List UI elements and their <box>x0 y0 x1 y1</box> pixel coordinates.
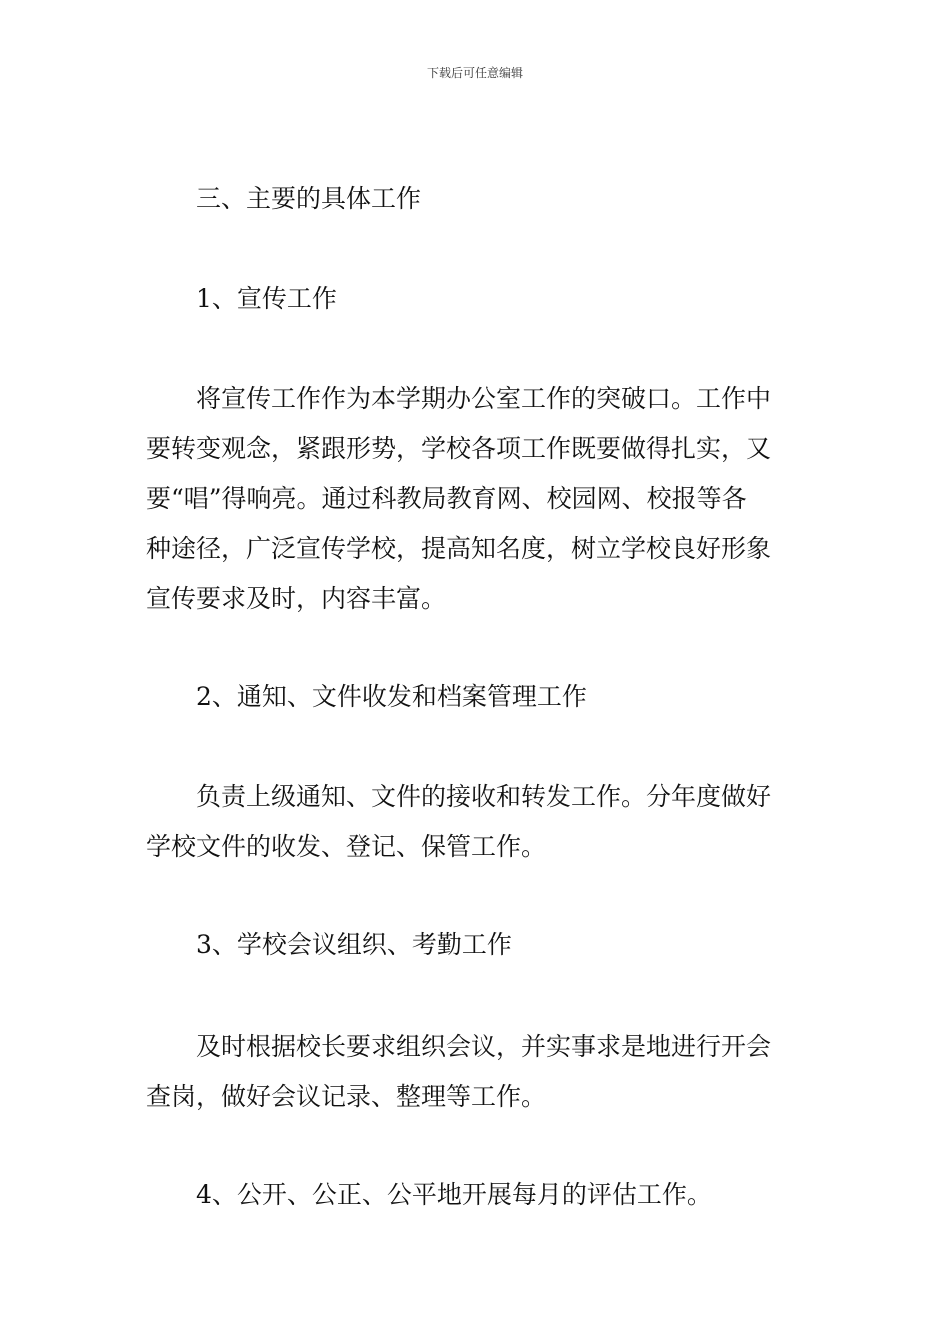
body-line: 种途径，广泛宣传学校，提高知名度，树立学校良好形象 <box>146 534 772 563</box>
body-line: 负责上级通知、文件的接收和转发工作。分年度做好 <box>196 782 772 811</box>
body-line: 要转变观念，紧跟形势，学校各项工作既要做得扎实，又 <box>146 434 772 463</box>
body-line: 宣传要求及时，内容丰富。 <box>146 584 447 613</box>
section-title: 三、主要的具体工作 <box>196 184 422 213</box>
body-line: 将宣传工作作为本学期办公室工作的突破口。工作中 <box>196 384 772 413</box>
body-line: 要“唱”得响亮。通过科教局教育网、校园网、校报等各 <box>146 484 747 513</box>
body-line: 学校文件的收发、登记、保管工作。 <box>146 832 547 861</box>
item-heading-3: 3、学校会议组织、考勤工作 <box>196 930 512 959</box>
item-body-2 <box>146 772 808 872</box>
body-line: 查岗，做好会议记录、整理等工作。 <box>146 1082 547 1111</box>
item-body-3 <box>146 1022 808 1122</box>
item-heading-4: 4、公开、公正、公平地开展每月的评估工作。 <box>196 1180 712 1209</box>
page-header: 下载后可任意编辑 <box>426 66 523 80</box>
item-body-1 <box>146 374 808 624</box>
item-heading-1: 1、宣传工作 <box>196 284 337 313</box>
item-heading-2: 2、通知、文件收发和档案管理工作 <box>196 682 587 711</box>
body-line: 及时根据校长要求组织会议，并实事求是地进行开会 <box>196 1032 772 1061</box>
